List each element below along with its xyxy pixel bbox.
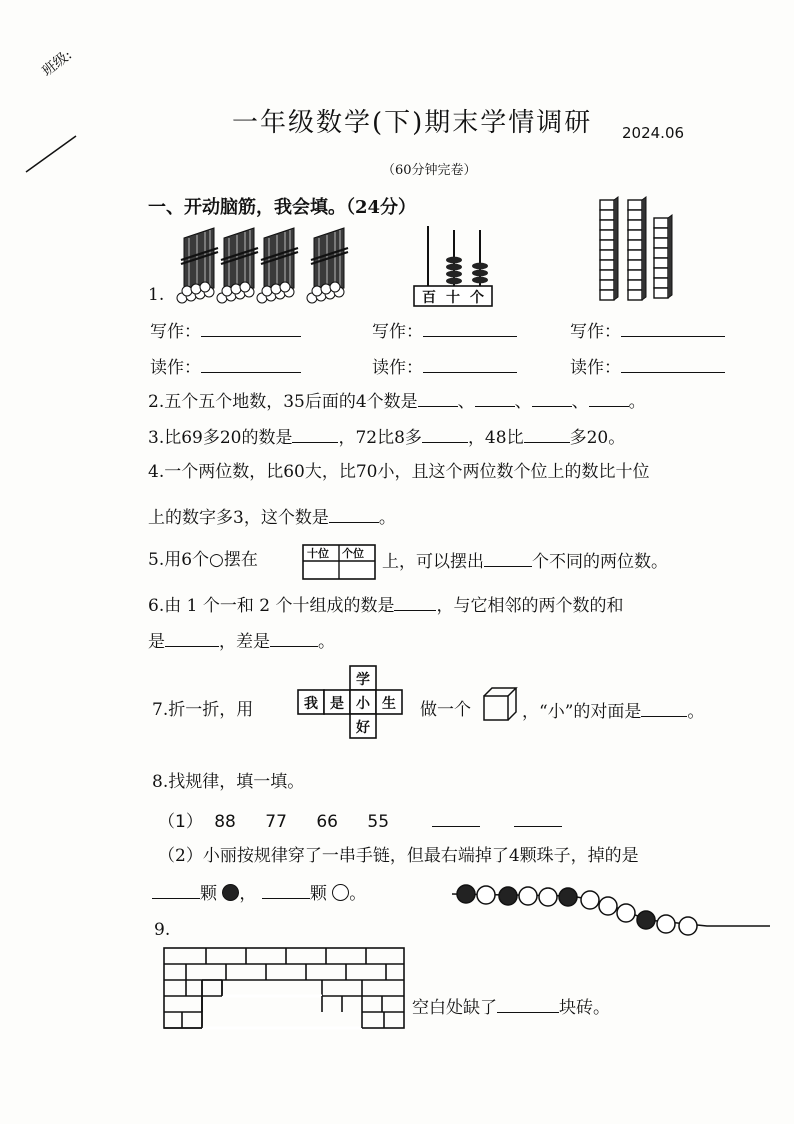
- white-bead: [477, 886, 495, 904]
- q1a-write: 写作：: [150, 322, 301, 341]
- q4-blank[interactable]: [329, 508, 379, 523]
- q7-blank[interactable]: [641, 702, 687, 717]
- net-char-2: 是: [330, 696, 344, 712]
- q2-blank-2[interactable]: [475, 392, 515, 407]
- q9-text: 空白处缺了 块砖。: [412, 998, 610, 1018]
- q2-blank-3[interactable]: [532, 392, 572, 407]
- q8-seq-blank-2[interactable]: [514, 812, 562, 827]
- q6-line1: 6.由 1 个一和 2 个十组成的数是 ，与它相邻的两个数的和: [148, 596, 624, 616]
- q1c-read-blank[interactable]: [621, 358, 725, 373]
- q1a-read-blank[interactable]: [201, 358, 301, 373]
- q6-blank-1[interactable]: [394, 596, 436, 611]
- q5-text-a: 5.用6个○摆在: [148, 550, 258, 570]
- section-heading: 一、开动脑筋，我会填。（24分）: [148, 197, 417, 218]
- stick-bundles: [172, 226, 362, 304]
- seq-value-3: 66: [316, 812, 338, 832]
- seq-value-2: 77: [265, 812, 287, 832]
- q7-text-a: 7.折一折，用: [152, 700, 254, 720]
- q1c-write: 写作：: [570, 322, 725, 341]
- q7-text-b: 做一个: [420, 700, 471, 720]
- white-bead: [617, 904, 635, 922]
- q8-part1: （1） 88 77 66 55: [158, 812, 562, 831]
- exam-duration: （60分钟完卷）: [382, 163, 477, 178]
- white-bead-icon: [332, 884, 349, 901]
- white-bead: [581, 891, 599, 909]
- q2-blank-4[interactable]: [589, 392, 629, 407]
- cube-icon: [482, 686, 518, 722]
- cube-stick-2: [628, 197, 646, 300]
- class-label: 班级:: [39, 47, 76, 80]
- q1c-read: 读作：: [570, 358, 725, 377]
- cube-stick-1: [600, 197, 618, 300]
- abacus: [412, 224, 496, 308]
- q1b-read-blank[interactable]: [423, 358, 517, 373]
- q8-seq-blank-1[interactable]: [432, 812, 480, 827]
- q9-blank[interactable]: [497, 998, 559, 1013]
- net-char-1: 我: [304, 696, 318, 712]
- q8-part2-line1: （2）小丽按规律穿了一串手链，但最右端掉了4颗珠子，掉的是: [158, 846, 639, 866]
- place-label-ones: 个位: [342, 547, 364, 560]
- cube-net: [298, 664, 404, 742]
- white-bead: [539, 888, 557, 906]
- q4-line1: 4.一个两位数，比60大，比70小，且这个两位数个位上的数比十位: [148, 462, 650, 482]
- seq-value-1: 88: [214, 812, 236, 832]
- abacus-label-hundreds: 百: [422, 290, 436, 306]
- q8-blank-black[interactable]: [152, 884, 200, 899]
- q3-blank-1[interactable]: [292, 428, 338, 443]
- q2: 2.五个五个地数，35后面的4个数是 、 、 、 。: [148, 392, 646, 412]
- q9-number: 9.: [154, 920, 171, 940]
- net-char-4: 生: [382, 696, 396, 712]
- black-bead: [559, 888, 577, 906]
- q8-blank-white[interactable]: [262, 884, 310, 899]
- white-bead: [519, 887, 537, 905]
- q3-blank-3[interactable]: [524, 428, 570, 443]
- q4-line2: 上的数字多3，这个数是 。: [148, 508, 396, 528]
- q1a-read: 读作：: [150, 358, 301, 377]
- white-bead: [657, 915, 675, 933]
- q6-line2: 是 ，差是 。: [148, 632, 335, 652]
- seq-value-4: 55: [367, 812, 390, 832]
- q5-text-b: 上，可以摆出 个不同的两位数。: [382, 552, 668, 572]
- q3-blank-2[interactable]: [422, 428, 468, 443]
- q5-blank[interactable]: [484, 552, 532, 567]
- q2-blank-1[interactable]: [418, 392, 458, 407]
- net-char-top: 学: [356, 672, 370, 688]
- q8-heading: 8.找规律，填一填。: [152, 772, 305, 792]
- q3: 3.比69多20的数是 ，72比8多 ，48比 多20。: [148, 428, 626, 448]
- place-value-chart: [302, 544, 376, 580]
- place-label-tens: 十位: [307, 547, 329, 560]
- net-char-bottom: 好: [356, 720, 370, 736]
- bracelet: [452, 880, 772, 940]
- cube-stick-3: [654, 215, 672, 298]
- q1b-read: 读作：: [372, 358, 517, 377]
- q6-blank-2[interactable]: [165, 632, 219, 647]
- abacus-label-ones: 个: [470, 290, 484, 306]
- black-bead-icon: [222, 884, 239, 901]
- q7-text-c: ，“小”的对面是 。: [522, 702, 705, 722]
- q6-blank-3[interactable]: [270, 632, 318, 647]
- q1a-write-blank[interactable]: [201, 322, 301, 337]
- q1b-write-blank[interactable]: [423, 322, 517, 337]
- brick-wall: [162, 946, 406, 1030]
- black-bead: [499, 887, 517, 905]
- page-title: 一年级数学(下)期末学情调研: [232, 108, 593, 138]
- abacus-label-tens: 十: [446, 290, 460, 306]
- q1c-write-blank[interactable]: [621, 322, 725, 337]
- white-bead: [679, 917, 697, 935]
- black-bead: [457, 885, 475, 903]
- white-bead: [599, 897, 617, 915]
- q1-number: 1.: [148, 285, 165, 305]
- black-bead: [637, 911, 655, 929]
- q8-part2-line2: 颗 ， 颗 。: [152, 884, 366, 903]
- net-char-3: 小: [356, 696, 370, 712]
- q1b-write: 写作：: [372, 322, 517, 341]
- cube-sticks: [596, 196, 676, 304]
- exam-date: 2024.06: [622, 124, 685, 142]
